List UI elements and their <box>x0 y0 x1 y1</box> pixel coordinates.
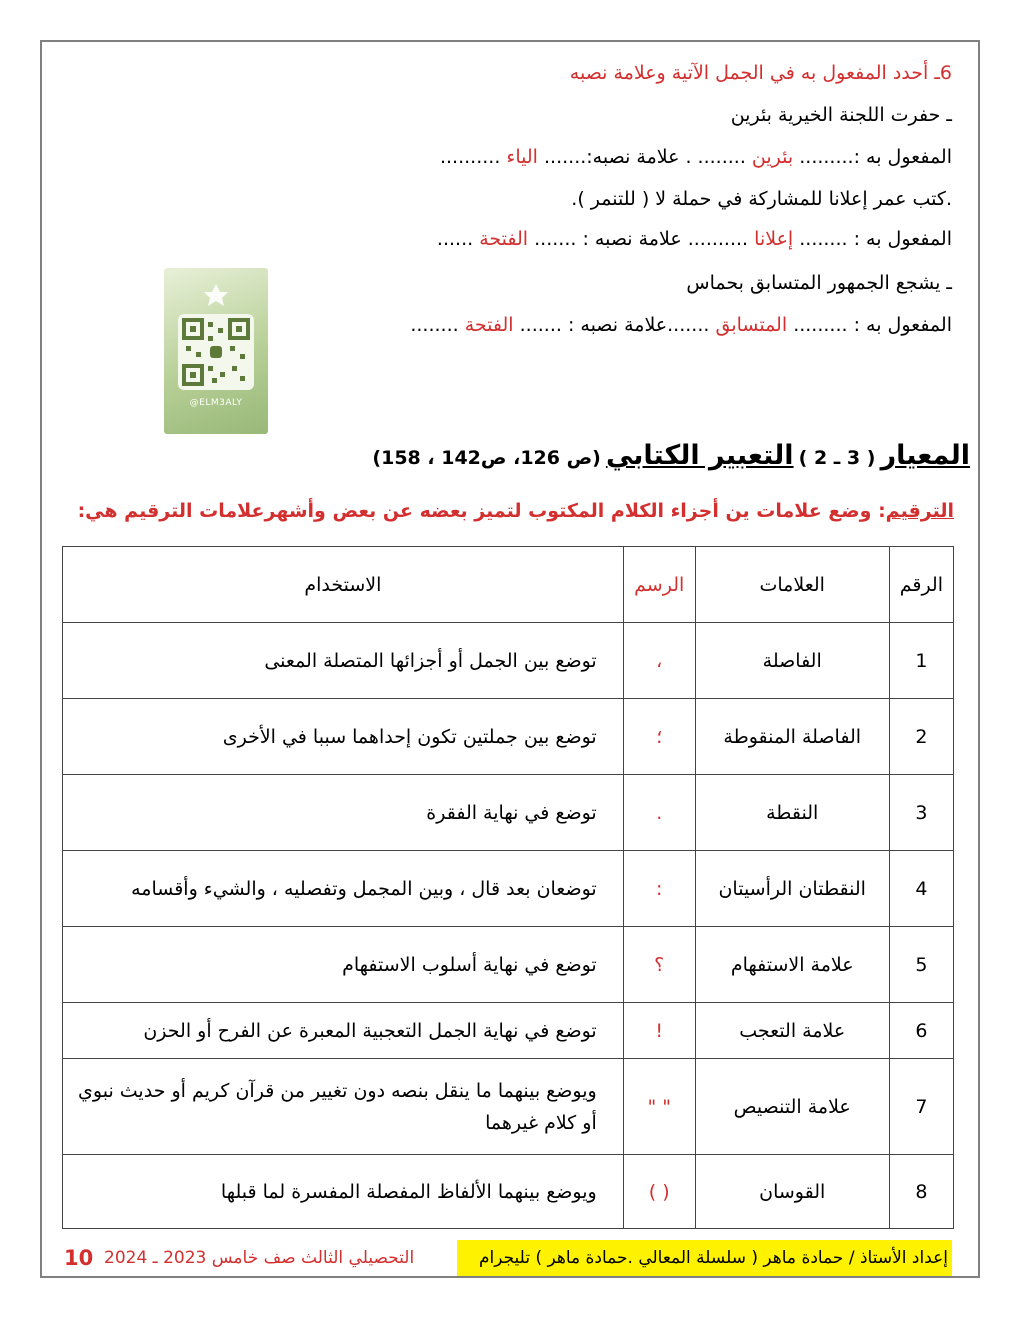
footer <box>64 1240 952 1276</box>
object-answer-1: بئرين <box>751 146 794 168</box>
sentence-1: ـ حفرت اللجنة الخيرية بئرين <box>730 104 952 126</box>
answer-line-2: المفعول به : ........ إعلانا .......... علامة نصبه : ....... الفتحة ...... <box>436 228 952 250</box>
punctuation-table <box>62 546 954 1229</box>
qr-handle: @ELM3ALY <box>189 398 243 408</box>
sentence-2: .كتب عمر إعلانا للمشاركة في حملة لا ( للتنمر ). <box>571 188 952 210</box>
table-row: 2 الفاصلة المنقوطة ؛ توضع بين جملتين تكون إحداهما سببا في الأخرى <box>63 699 954 775</box>
table-row: 6 علامة التعجب ! توضع في نهاية الجمل التعجبية المعبرة عن الفرح أو الحزن <box>63 1003 954 1059</box>
crest-icon <box>200 282 232 308</box>
punctuation-label: الترقيم <box>885 500 954 522</box>
standard-title: التعبير الكتابي <box>605 440 794 471</box>
standard-pages: (ص 126، ص142 ، 158) <box>372 447 601 469</box>
header-num: الرقم <box>889 547 953 623</box>
mark-answer-3: الفتحة <box>464 314 514 336</box>
page-number: 10 <box>64 1246 94 1270</box>
table-row: 7 علامة التنصيص " " ويوضع بينهما ما ينقل بنصه دون تغيير من قرآن كريم أو حديث نبوي أو كلام غيرهما <box>63 1059 954 1155</box>
answer-line-3: المفعول به : ......... المتسابق .......علامة نصبه : ....... الفتحة ........ <box>410 314 952 336</box>
standard-range: ( 3 ـ 2 ) <box>798 447 876 469</box>
object-answer-3: المتسابق <box>715 314 788 336</box>
table-row: 5 علامة الاستفهام ؟ توضع في نهاية أسلوب الاستفهام <box>63 927 954 1003</box>
header-use: الاستخدام <box>63 547 624 623</box>
qr-code-card[interactable] <box>164 268 268 434</box>
mark-answer-1: الياء <box>506 146 538 168</box>
table-row: 3 النقطة . توضع في نهاية الفقرة <box>63 775 954 851</box>
punctuation-definition: الترقيم: وضع علامات ين أجزاء الكلام المكتوب لتميز بعضه عن بعض وأشهرعلامات الترقيم هي: <box>77 500 954 522</box>
sentence-3: ـ يشجع الجمهور المتسابق بحماس <box>686 272 952 294</box>
mark-answer-2: الفتحة <box>479 228 529 250</box>
table-row: 8 القوسان ( ) ويوضع بينهما الألفاظ المفصلة المفسرة لما قبلها <box>63 1155 954 1229</box>
header-symbol: الرسم <box>623 547 695 623</box>
qr-code <box>178 314 254 390</box>
question-title: 6ـ أحدد المفعول به في الجمل الآتية وعلامة نصبه <box>569 62 952 84</box>
table-header-row <box>63 547 954 623</box>
footer-author: إعداد الأستاذ / حمادة ماهر ( سلسلة المعالي .حمادة ماهر ) تليجرام <box>457 1240 952 1276</box>
table-row: 4 النقطتان الرأسيتان : توضعان بعد قال ، وبين المجمل وتفصليه ، والشيء وأقسامه <box>63 851 954 927</box>
object-answer-2: إعلانا <box>754 228 794 250</box>
footer-exam-title: التحصيلي الثالث صف خامس 2023 ـ 2024 <box>104 1248 415 1268</box>
standard-label: المعيار <box>880 440 970 471</box>
answer-line-1: المفعول به :......... بئرين ........ . علامة نصبه:....... الياء .......... <box>439 146 952 168</box>
table-row: 1 الفاصلة ، توضع بين الجمل أو أجزائها المتصلة المعنى <box>63 623 954 699</box>
header-mark: العلامات <box>695 547 889 623</box>
standard-heading <box>372 440 970 471</box>
qr-code-icon <box>178 314 254 390</box>
